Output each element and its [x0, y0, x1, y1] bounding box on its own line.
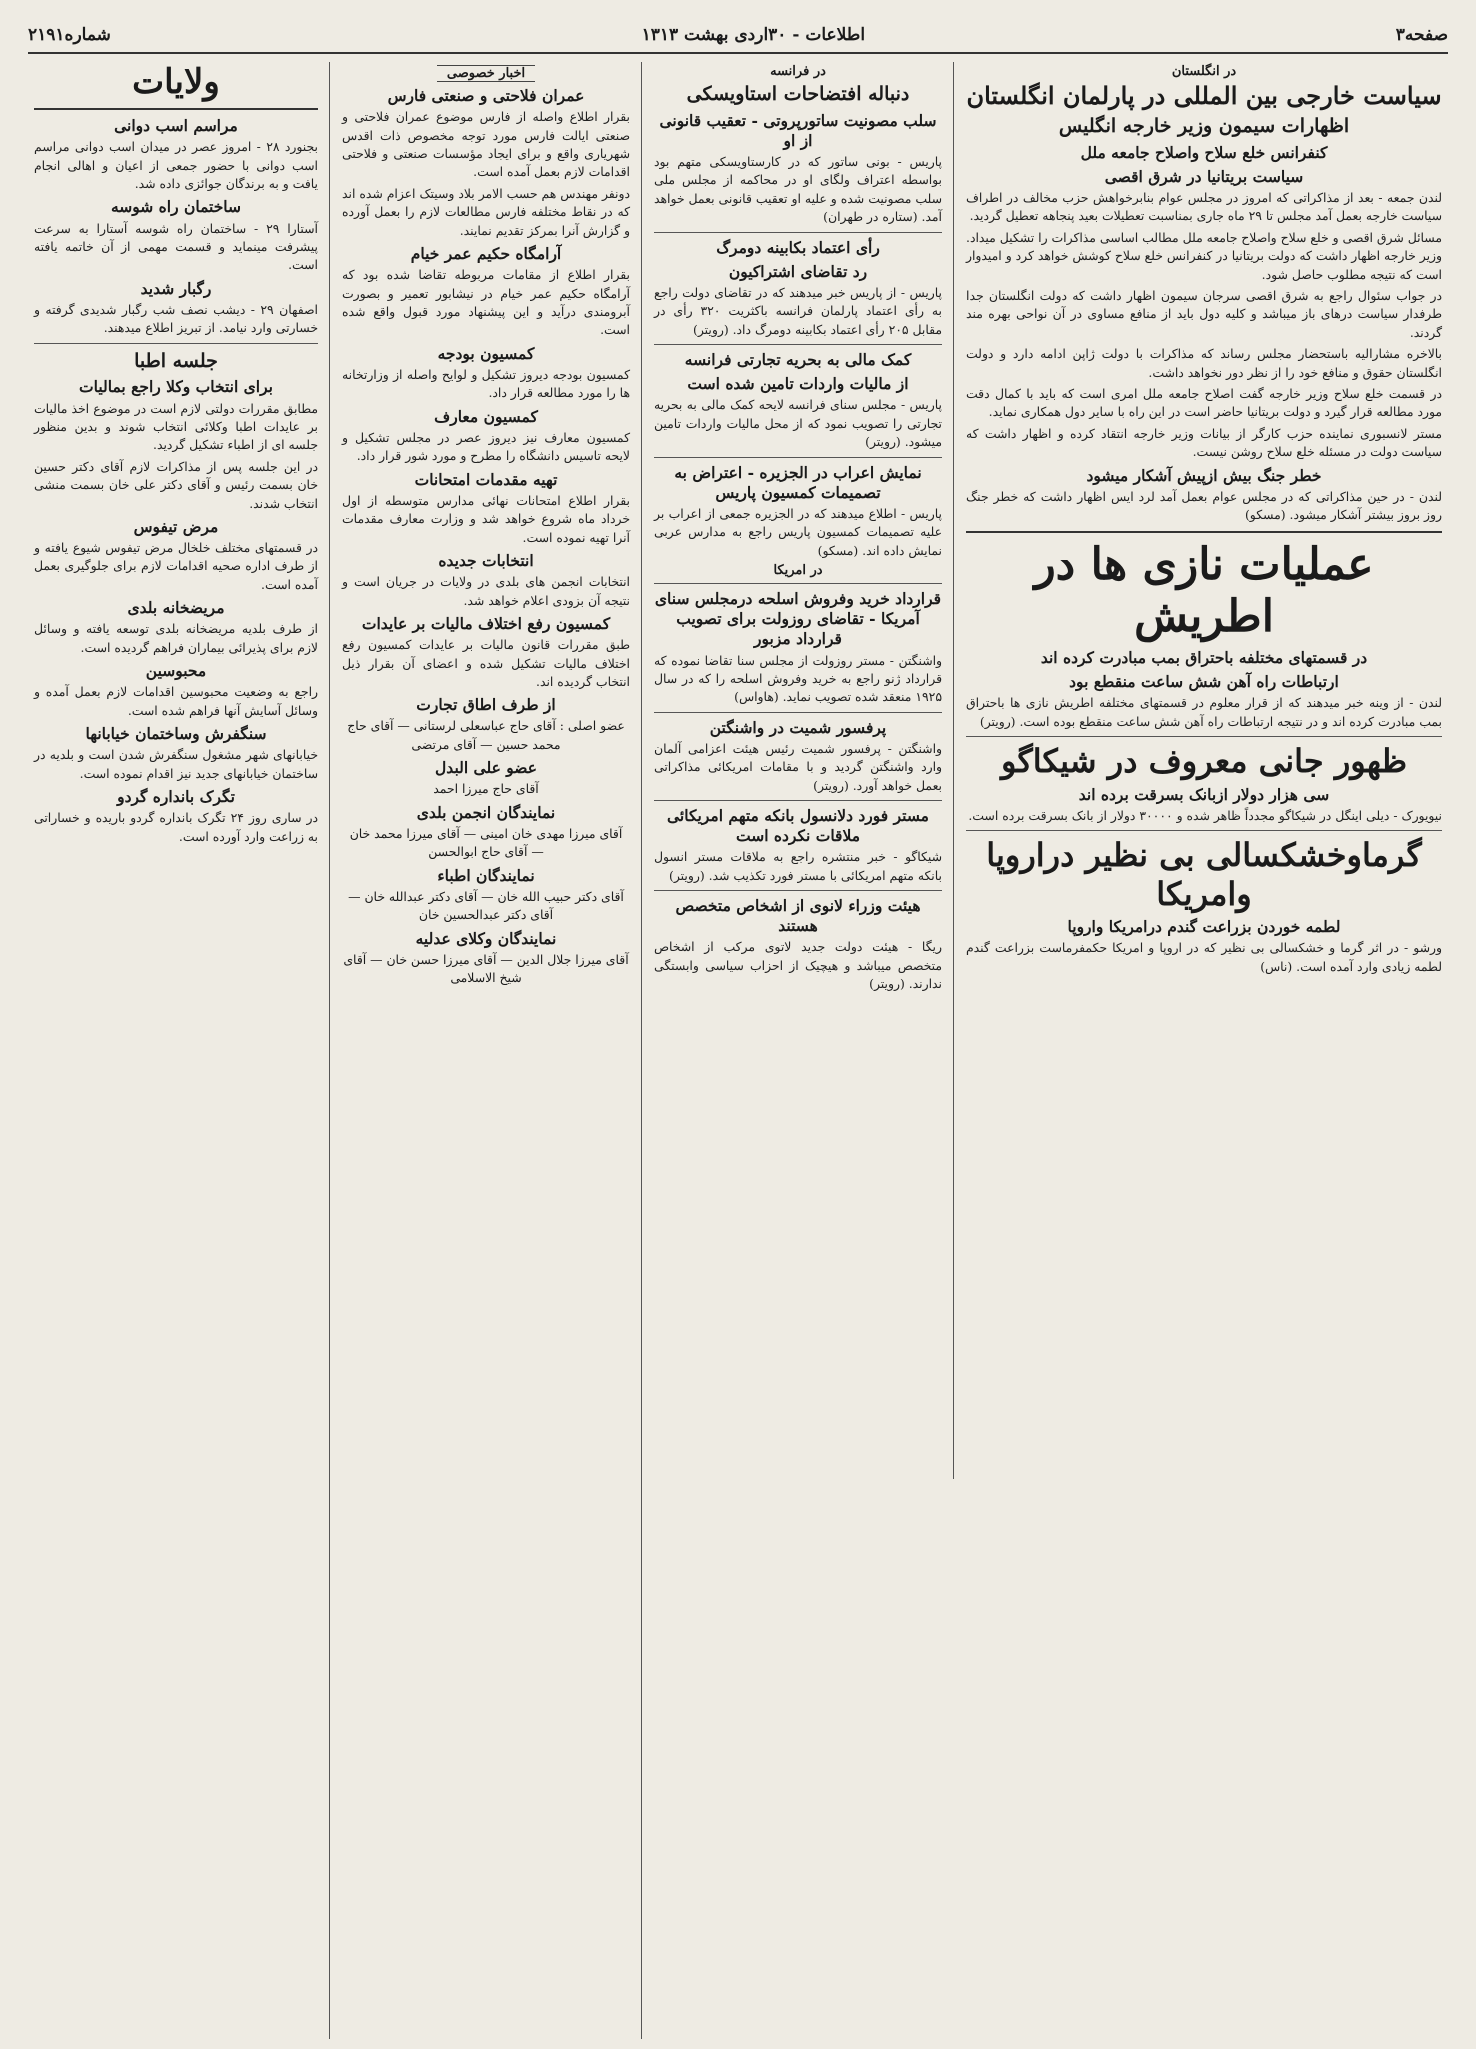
divider — [966, 830, 1442, 831]
subheadline: کمسیون معارف — [434, 406, 538, 426]
divider — [654, 583, 942, 584]
subheadline: تهیه مقدمات امتحانات — [414, 469, 558, 489]
column-divider — [641, 62, 642, 2039]
section-title: ولایات — [132, 62, 220, 102]
subheadline: کنفرانس خلع سلاح واصلاح جامعه ملل — [1080, 142, 1328, 162]
subheadline: مرض تیفوس — [133, 516, 219, 536]
article-text: نیویورک - دیلی اینگل در شیکاگو مجدداً ظاهر شده و ۳۰۰۰۰ دولار از بانک بسرقت برده است. — [968, 807, 1442, 823]
headline: عملیات نازی ها در اطریش — [1034, 538, 1374, 643]
subheadline: مستر فورد دلانسول بانکه متهم امریکائی ملاقات نکرده است — [667, 806, 929, 846]
divider — [34, 108, 318, 110]
article-text: پاریس - مجلس سنای فرانسه لایحه کمک مالی به بحریه تجارتی را تصویب نمود که از محل مالیات واردات تامین میشود. (رویتر) — [654, 397, 942, 450]
subheadline: قرارداد خرید وفروش اسلحه درمجلس سنای آمریکا - تقاضای روزولت برای تصویب قرارداد مزبور — [654, 589, 942, 649]
article-text: بقرار اطلاع امتحانات نهائی مدارس متوسطه از اول خرداد ماه شروع خواهد شد و وزارت معارف مقدمات آنرا تهیه نموده است. — [342, 492, 630, 545]
masthead — [28, 18, 1448, 54]
subheadline: از مالیات واردات تامین شده است — [687, 374, 909, 394]
article-text: واشنگتن - پرفسور شمیت رئیس هیئت اعزامی آلمان وارد واشنگتن گردید و با مقامات امریکائی مذاکراتی بعمل خواهد آورد. (رویتر) — [654, 740, 942, 793]
subheadline: محبوسین — [145, 661, 207, 681]
subheadline: هیئت وزراء لانوی از اشخاص متخصص هستند — [675, 896, 921, 936]
article-text: شیکاگو - خبر منتشره راجع به ملاقات مستر انسول بانکه متهم امریکائی با مستر فورد تکذیب شد. (رویتر) — [654, 849, 942, 883]
article-text: در جواب سئوال راجع به شرق اقصی سرجان سیمون اظهار داشت که دولت انگلستان جدا طرفدار سیاست درهای باز میباشد و کلیه دول باید از منافع مساوی در آن نواحی بهره مند گردند. — [966, 288, 1442, 340]
column-divider — [953, 62, 954, 1479]
article-text: لندن جمعه - بعد از مذاکراتی که امروز در مجلس عوام بنابرخواهش حزب مخالف در اطراف سیاست خارجه بعمل آمد مجلس تا ۲۹ ماه جاری بمناسبت تعطیلات بعید پنجاهه تعطیل گردید. — [966, 189, 1442, 224]
subheadline: برای انتخاب وکلا راجع بمالیات — [79, 377, 273, 397]
names-list: آقای میرزا جلال الدین — آقای میرزا حسن خان — آقای شیخ الاسلامی — [343, 951, 629, 986]
article-text: ورشو - در اثر گرما و خشکسالی بی نظیر که در اروپا و امریکا حکمفرماست بزراعت گندم لطمه زیادی وارد آمده است. (ناس) — [966, 940, 1442, 974]
publication-date: اطلاعات - ۳۰اردی بهشت ۱۳۱۳ — [641, 25, 866, 45]
kicker: در فرانسه — [770, 64, 826, 79]
page-number: صفحه۳ — [1395, 25, 1448, 45]
column-france — [648, 62, 948, 1479]
article-text: از طرف بلدیه مریضخانه بلدی توسعه یافته و وسائل لازم برای پذیرائی بیماران فراهم گردیده است. — [34, 621, 318, 655]
column-provinces — [28, 62, 324, 2039]
headline: ظهور جانی معروف در شیکاگو — [1000, 742, 1408, 781]
article-text: پاریس - از پاریس خبر میدهند که در تقاضای دولت راجع به رأی اعتماد پارلمان فرانسه باکثریت ۳۲۰ رأی در مقابل ۲۰۵ رأی اعتماد بکابینه دومرگ داد. (رویتر) — [654, 284, 942, 337]
divider — [966, 531, 1442, 533]
subheadline: کمک مالی به بحریه تجارتی فرانسه — [684, 350, 912, 370]
article-text: لندن - در حین مذاکراتی که در مجلس عوام بعمل آمد لرد ایس اظهار داشت که خطر جنگ روز بروز بیشتر آشکار میشود. (مسکو) — [966, 488, 1442, 523]
subheadline: آرامگاه حکیم عمر خیام — [410, 243, 562, 263]
subheadline: نمایندگان اطباء — [437, 865, 535, 885]
subheadline: نمایش اعراب در الجزیره - اعتراض به تصمیمات کمسیون پاریس — [674, 462, 922, 502]
subheadline: مراسم اسب دوانی — [114, 116, 238, 135]
article-text: مسائل شرق اقصی و خلع سلاح واصلاح جامعه ملل مطالب اساسی مذاکرات را تشکیل میداد. وزیر خارجه اظهار داشت که دولت بریتانیا در کنفرانس خلع سلاح کوشش خواهد کرد و امیدوار است که نتیجه مطلوب حاصل شود. — [966, 229, 1442, 282]
article-text: بجنورد ۲۸ - امروز عصر در میدان اسب دوانی مراسم اسب دوانی با حضور جمعی از اعیان و اهالی انجام یافت و به برندگان جوائزی داده شد. — [34, 139, 318, 191]
subheadline: ارتباطات راه آهن شش ساعت منقطع بود — [1069, 672, 1339, 692]
article-text: لندن - از وینه خبر میدهند که از قرار معلوم در قسمتهای مختلفه اطریش نازی ها باحتراق بمب مبادرت کرده اند و در نتیجه ارتباطات راه آهن شش ساعت منقطع بوده است. (رویتر) — [966, 695, 1442, 729]
subheadline: سی هزار دولار ازبانک بسرقت برده اند — [1078, 784, 1330, 804]
kicker: در امریکا — [773, 563, 823, 579]
article-text: مستر لانسبوری نماینده حزب کارگر از بیانات وزیر خارجه انتقاد کرده و اظهار داشت که سیاست دولت در مسئله خلع سلاح روشن نیست. — [966, 425, 1442, 460]
subheadline: نمایندگان انجمن بلدی — [416, 802, 556, 822]
subheadline: اظهارات سیمون وزیر خارجه انگلیس — [1058, 115, 1350, 137]
names-list: آقای حاج میرزا احمد — [433, 781, 539, 797]
subheadline: سنگفرش وساختمان خیابانها — [85, 724, 267, 744]
subheadline: عضو علی البدل — [435, 758, 537, 778]
subheadline: عمران فلاحتی و صنعتی فارس — [387, 86, 585, 105]
article-text: واشنگتن - مستر روزولت از مجلس سنا تقاضا نموده که قرارداد ژنو راجع به خرید وفروش اسلحه را که در سال ۱۹۲۵ منعقد شده تصویب نماید. (هاواس) — [654, 652, 942, 705]
divider — [966, 736, 1442, 737]
subheadline: لطمه خوردن بزراعت گندم درامریکا واروپا — [1067, 917, 1341, 937]
subheadline: سیاست بریتانیا در شرق اقصی — [1104, 166, 1304, 186]
article-text: راجع به وضعیت محبوسین اقدامات لازم بعمل آمده و وسائل آسایش آنها فراهم شده است. — [34, 684, 318, 718]
subheadline: رگبار شدید — [140, 278, 212, 298]
divider — [654, 712, 942, 713]
divider — [654, 457, 942, 458]
subheadline: انتخابات جدیده — [438, 551, 534, 571]
subheadline: مریضخانه بلدی — [127, 598, 225, 618]
subheadline: رد تقاضای اشتراکیون — [728, 261, 868, 281]
subheadline: پرفسور شمیت در واشنگتن — [709, 717, 887, 737]
headline: سیاست خارجی بین المللی در پارلمان انگلستان — [966, 81, 1442, 110]
article-text: کمسیون معارف نیز دیروز عصر در مجلس تشکیل و لایحه تاسیس دانشگاه را مطرح و مورد شور قرار داد. — [342, 429, 630, 464]
article-text: کمسیون بودجه دیروز تشکیل و لوایح واصله از وزارتخانه ها را مورد مطالعه قرار داد. — [342, 366, 630, 401]
article-text: اصفهان ۲۹ - دیشب نصف شب رگبار شدیدی گرفته و خسارتی وارد نیامد. از تبریز اطلاع میدهند. — [34, 301, 318, 336]
names-list: عضو اصلی : آقای حاج عباسعلی لرستانی — آقای حاج محمد حسین — آقای مرتضی — [347, 718, 625, 752]
subheadline: کمسیون بودجه — [437, 343, 535, 363]
article-text: پاریس - اطلاع میدهند که در الجزیره جمعی از اعراب بر علیه تصمیمات کمسیون پاریس راجع به مدارس عربی نمایش داده اند. (مسکو) — [654, 505, 942, 558]
article-text: انتخابات انجمن های بلدی در ولایات در جریان است و نتیجه آن بزودی اعلام خواهد شد. — [342, 574, 630, 608]
article-text: خیابانهای شهر مشغول سنگفرش شدن است و بلدیه در ساختمان خیابانهای جدید نیز اقدام نموده است. — [34, 747, 318, 781]
article-text: پاریس - بونی ساتور که در کارستاویسکی متهم بود بواسطه اعتراف ولگای او در محاکمه از مجلس ملی سلب مصونیت شده و علیه او تعقیب قانونی بعمل خواهد آمد. (ستاره در طهران) — [654, 153, 942, 225]
headline: دنباله افتضاحات استاویسکی — [686, 83, 910, 105]
column-private-news — [336, 62, 636, 2039]
column-divider — [329, 62, 330, 2039]
article-text: مطابق مقررات دولتی لازم است در موضوع اخذ مالیات بر عایدات اطبا وکلائی انتخاب شوند و بدین منظور جلسه ای از اطباء تشکیل گردید. — [34, 400, 318, 453]
subheadline: تگرک بانداره گردو — [117, 787, 235, 807]
subheadline: ساختمان راه شوسه — [110, 197, 242, 217]
divider — [654, 344, 942, 345]
article-text: بقرار اطلاع از مقامات مربوطه تقاضا شده بود که آرامگاه حکیم عمر خیام در نیشابور تعمیر و بصورت آبرومندی درآید و این پیشنهاد مورد قبول واقع شده است. — [342, 267, 630, 338]
issue-number: شماره۲۱۹۱ — [28, 25, 111, 45]
subheadline: خطر جنگ بیش ازپیش آشکار میشود — [1086, 465, 1322, 485]
divider — [654, 800, 942, 801]
divider — [654, 890, 942, 891]
subheadline: نمایندگان وکلای عدلیه — [415, 928, 557, 948]
subheadline: از طرف اطاق تجارت — [416, 695, 556, 715]
article-text: بالاخره مشارالیه باستحضار مجلس رساند که مذاکرات با دولت ژاپن ادامه دارد و دولت انگلستان حقوق و منافع خود را از نظر دور نخواهد داشت. — [966, 346, 1442, 380]
article-text: طبق مقررات قانون مالیات بر عایدات کمسیون رفع اختلاف مالیات تشکیل شده و اعضای آن بقرار ذیل انتخاب گردیده اند. — [342, 637, 630, 689]
headline: گرماوخشکسالی بی نظیر دراروپا وامریکا — [986, 836, 1422, 913]
article-text: دونفر مهندس هم حسب الامر بلاد وسیتک اعزام شده اند که در نقاط مختلفه فارس مطالعات لازم را بعمل آورده و گزارش آنرا بمرکز تقدیم نمایند. — [342, 185, 630, 238]
subheadline: سلب مصونیت ساتورپروتی - تعقیب قانونی از او — [659, 110, 937, 150]
subheadline: در قسمتهای مختلفه باحتراق بمب مبادرت کرده اند — [1040, 648, 1368, 668]
article-text: در قسمت خلع سلاح وزیر خارجه گفت اصلاح جامعه ملل امری است که باید با کمال دقت مورد مطالعه قرار گیرد و دولت بریتانیا حاضر است در این راه با سایر دول همکاری نماید. — [966, 386, 1442, 420]
subheadline: جلسه اطبا — [134, 349, 218, 372]
article-text: بقرار اطلاع واصله از فارس موضوع عمران فلاحتی و صنعتی ایالت فارس مورد توجه مخصوص ذات اقدس شهریاری واقع و برای ایجاد مؤسسات صنعتی و فلاحتی اقدامات لازم بعمل آمده است. — [342, 109, 630, 180]
names-list: آقای میرزا مهدی خان امینی — آقای میرزا محمد خان — آقای حاج ابوالحسن — [349, 825, 623, 860]
kicker: در انگلستان — [1171, 64, 1237, 79]
article-text: در قسمتهای مختلف خلخال مرض تیفوس شیوع یافته و از طرف اداره صحیه اقدامات لازم برای جلوگیری بعمل آمده است. — [34, 540, 318, 592]
divider — [654, 232, 942, 233]
subheadline: رأی اعتماد بکابینه دومرگ — [716, 237, 880, 257]
article-text: ریگا - هیئت دولت جدید لاتوی مرکب از اشخاص متخصص میباشد و هیچیک از احزاب سیاسی وابستگی ندارند. (رویتر) — [654, 939, 942, 992]
article-text: در ساری روز ۲۴ تگرک بانداره گردو باریده و خساراتی به زراعت وارد آورده است. — [34, 810, 319, 844]
column-england — [960, 62, 1448, 2039]
article-text: در این جلسه پس از مذاکرات لازم آقای دکتر حسین خان بسمت رئیس و آقای دکتر علی خان بسمت منشی انتخاب شدند. — [34, 458, 318, 511]
article-text: آستارا ۲۹ - ساختمان راه شوسه آستارا به سرعت پیشرفت مینماید و قسمت مهمی از آن خاتمه یافته است. — [34, 220, 318, 273]
divider — [34, 343, 318, 344]
subheadline: کمسیون رفع اختلاف مالیات بر عایدات — [361, 613, 611, 633]
section-label: اخبار خصوصی — [437, 65, 535, 82]
names-list: آقای دکتر حبیب الله خان — آقای دکتر عبدالله خان — آقای دکتر عبدالحسین خان — [348, 888, 624, 923]
columns-grid — [28, 62, 1448, 2039]
